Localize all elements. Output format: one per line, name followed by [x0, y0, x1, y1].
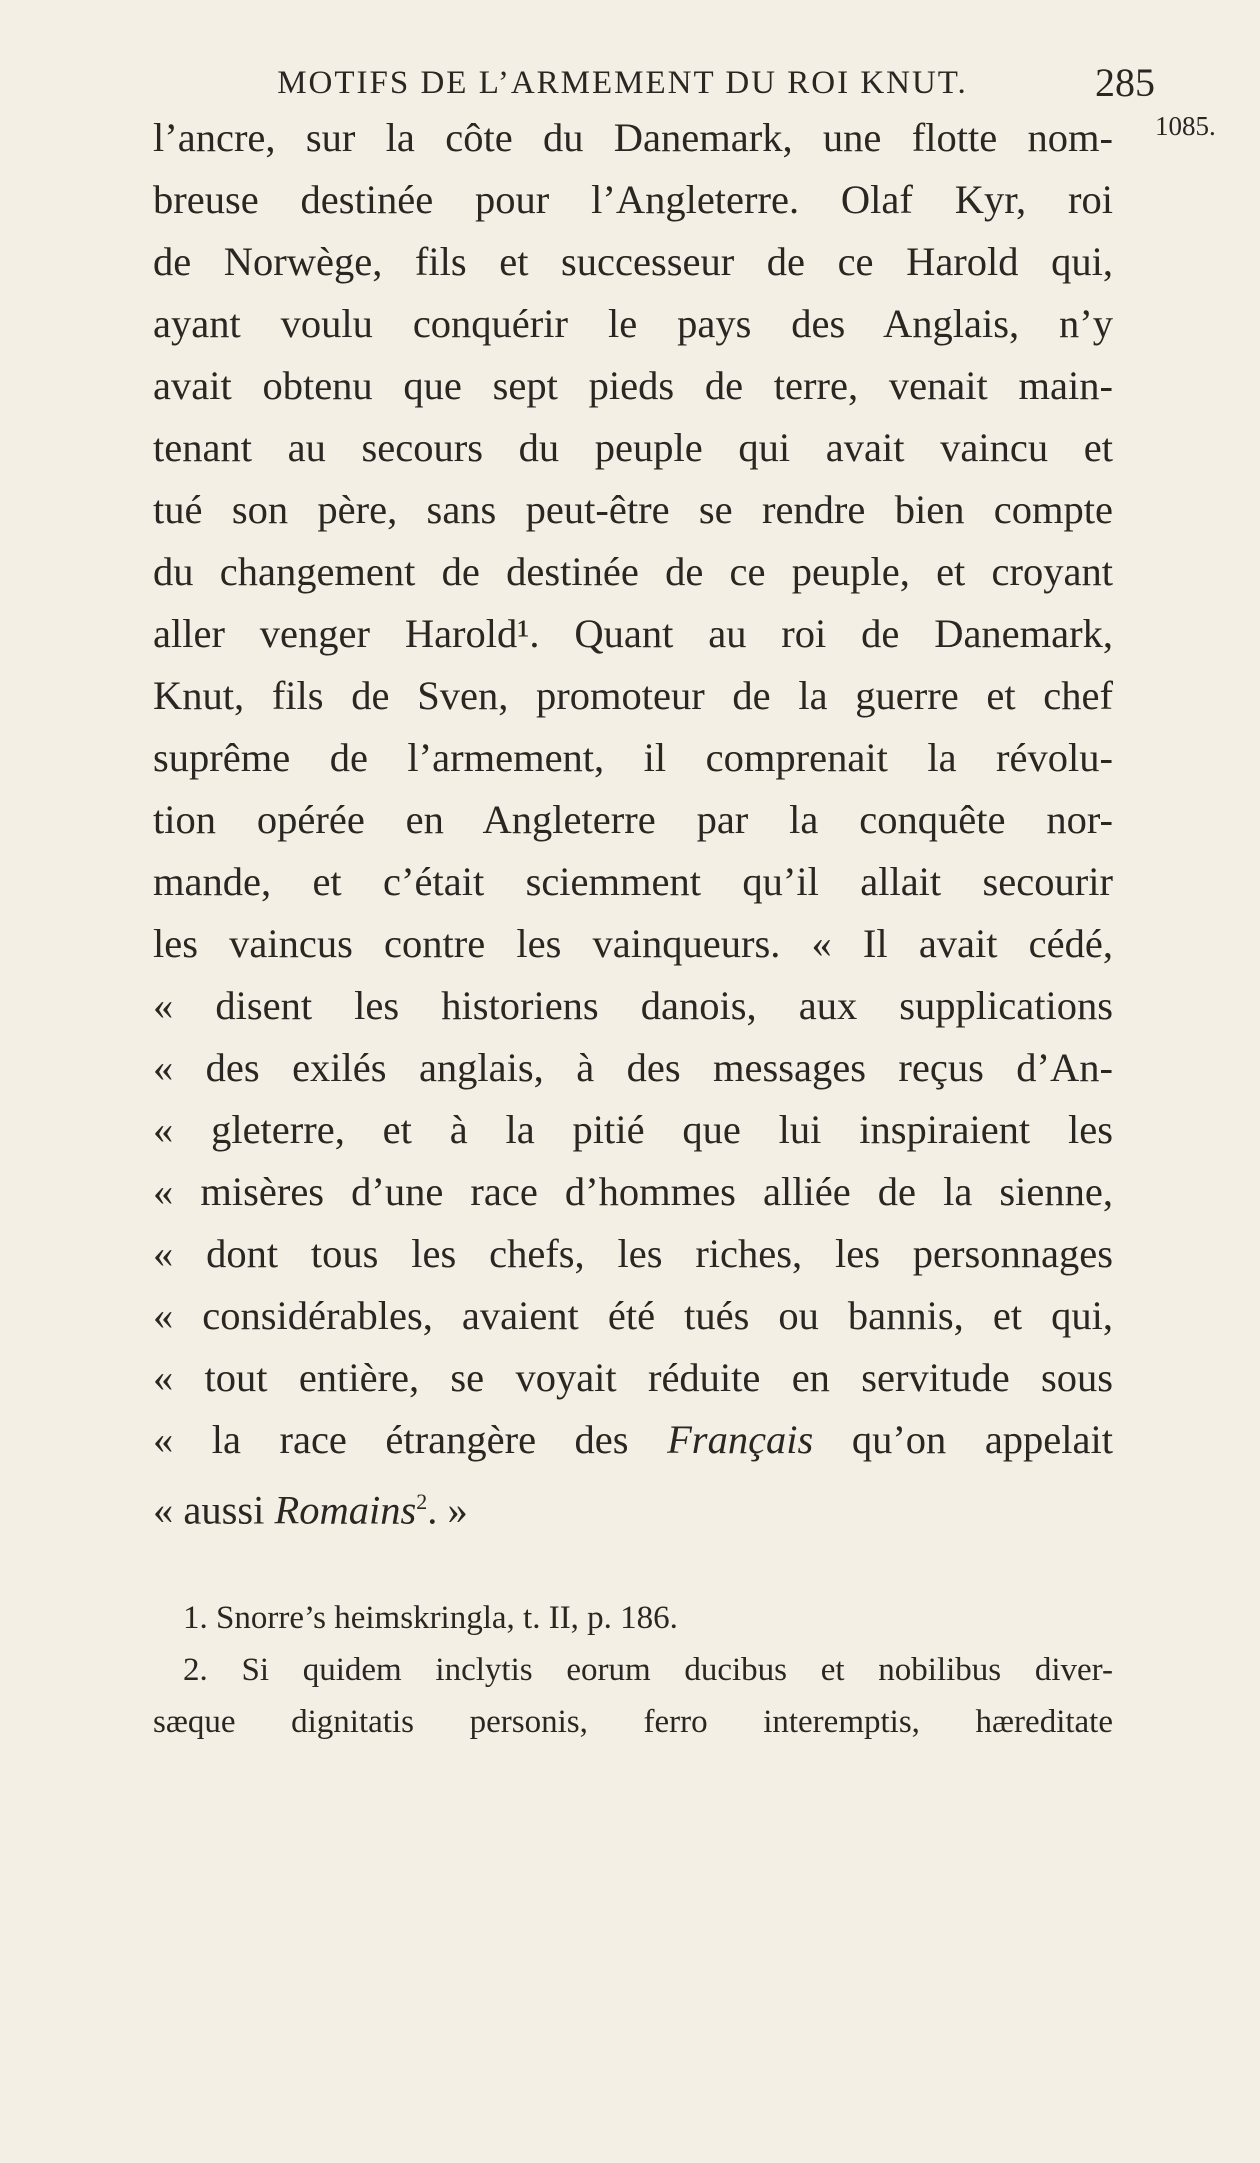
body-line: mande, et c’était sciemment qu’il allait secourir: [153, 859, 1113, 904]
footnote-marker: 2: [416, 1489, 428, 1514]
body-line: du changement de destinée de ce peuple, et croyant: [153, 549, 1113, 594]
page-number: 285: [1095, 60, 1155, 105]
line-text: « aussi: [153, 1487, 275, 1533]
body-line: tion opérée en Angleterre par la conquête nor-: [153, 797, 1113, 842]
body-line: « gleterre, et à la pitié que lui inspiraient les: [153, 1107, 1113, 1152]
body-line: « misères d’une race d’hommes alliée de la sienne,: [153, 1169, 1113, 1214]
body-line: breuse destinée pour l’Angleterre. Olaf Kyr, roi: [153, 177, 1113, 222]
running-title: MOTIFS DE L’ARMEMENT DU ROI KNUT.: [277, 65, 968, 101]
body-line: avait obtenu que sept pieds de terre, venait main-: [153, 363, 1113, 408]
body-line: aller venger Harold¹. Quant au roi de Danemark,: [153, 611, 1113, 656]
footnote: 1. Snorre’s heimskringla, t. II, p. 186.: [183, 1600, 678, 1636]
footnote: sæque dignitatis personis, ferro interemptis, hæreditate: [153, 1704, 1113, 1740]
line-text: . »: [427, 1487, 468, 1533]
line-text: « la race étrangère des: [153, 1417, 668, 1462]
body-line: les vaincus contre les vainqueurs. « Il avait cédé,: [153, 921, 1113, 966]
body-line: « tout entière, se voyait réduite en servitude sous: [153, 1355, 1113, 1400]
body-line: suprême de l’armement, il comprenait la révolu-: [153, 735, 1113, 780]
body-line: [153, 1409, 1113, 1471]
body-text: [153, 107, 1113, 1533]
footnote: 2. Si quidem inclytis eorum ducibus et nobilibus diver-: [183, 1652, 1113, 1688]
body-line: « dont tous les chefs, les riches, les personnages: [153, 1231, 1113, 1276]
body-line: « disent les historiens danois, aux supplications: [153, 983, 1113, 1028]
body-line: tenant au secours du peuple qui avait vaincu et: [153, 425, 1113, 470]
body-line: Knut, fils de Sven, promoteur de la guerre et chef: [153, 673, 1113, 718]
body-line: l’ancre, sur la côte du Danemark, une flotte nom-: [153, 115, 1113, 160]
body-line: ayant voulu conquérir le pays des Anglais, n’y: [153, 301, 1113, 346]
body-line: de Norwège, fils et successeur de ce Harold qui,: [153, 239, 1113, 284]
body-line: tué son père, sans peut-être se rendre bien compte: [153, 487, 1113, 532]
body-line: [153, 1471, 1113, 1533]
body-line: « des exilés anglais, à des messages reçus d’An-: [153, 1045, 1113, 1090]
italic-francais: Français: [667, 1417, 814, 1462]
footnotes: [153, 1592, 1113, 1748]
body-line: « considérables, avaient été tués ou bannis, et qui,: [153, 1293, 1113, 1338]
italic-romains: Romains: [274, 1487, 417, 1533]
margin-year: 1085.: [1155, 111, 1216, 141]
line-text: qu’on appelait: [813, 1417, 1114, 1462]
running-head: [155, 55, 1155, 111]
